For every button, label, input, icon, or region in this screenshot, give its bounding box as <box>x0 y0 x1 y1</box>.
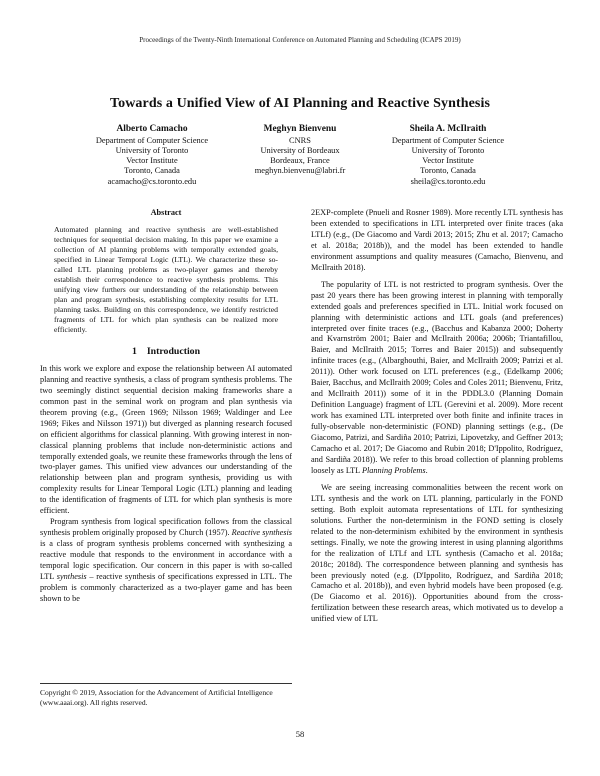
proceedings-header: Proceedings of the Twenty-Ninth International Conference on Automated Planning and Scheduling (ICAPS 2019) <box>139 36 461 44</box>
author-affiliation: Bordeaux, France <box>270 156 330 166</box>
section-title: Introduction <box>146 345 201 357</box>
author-affiliation: University of Bordeaux <box>260 145 340 155</box>
right-column <box>311 208 563 625</box>
paragraph: 2EXP-complete (Pnueli and Rosner 1989). More recently LTL synthesis has been extended to specifications in LTL interpreted over finite traces (aka LTLf) (e.g., (De Giacomo and Vardi 2013; 2015; Zhu et al. 2017; Camacho et al. 2018a; 2018b)), and the model has been extended to handle environment assumptions and quality measures (Camacho, Bienvenu, and McIlraith 2018). <box>311 208 563 272</box>
paragraph: We are seeing increasing commonalities between the recent work on LTL synthesis and the work on LTL planning, particularly in the FOND setting. Both exploit automata representations of LTL for synthesizing solutions. Further the non-determinism in the FOND setting is closely related to the non-determinism exhibited by the environment in synthesis settings. Finally, we note the growing interest in using planning algorithms for the realization of LTLf and LTL synthesis (Camacho et al. 2018a; 2018c; 2018d). The correspondence between planning and synthesis has been previously noted (e.g. (D'Ippolito, Rodríguez, and Sardiña 2018; Camacho et al. 2018b)), and even hybrid models have been proposed (e.g. (De Giacomo et al. 2016)). Opportunities abound from the cross-fertilization between these research areas, which motivated us to develop a unified view of LTL <box>311 482 563 624</box>
author-email: acamacho@cs.toronto.edu <box>107 176 197 186</box>
author-email: meghyn.bienvenu@labri.fr <box>254 166 346 176</box>
author-affiliation: University of Toronto <box>411 145 485 155</box>
author-3 <box>358 124 538 187</box>
paper-title: Towards a Unified View of AI Planning and Reactive Synthesis <box>109 96 491 111</box>
author-name: Meghyn Bienvenu <box>263 124 337 134</box>
left-column <box>40 208 292 605</box>
section-number: 1 <box>131 345 137 357</box>
author-email: sheila@cs.toronto.edu <box>410 176 486 186</box>
paragraph: Program synthesis from logical specification follows from the classical synthesis problem originally proposed by Church (1957). Reactive synthesis is a class of program synthesis problems concerned with synthesizing a reactive module that responds to the environment in accordance with a temporal logic specification. Our concern in this paper is with so-called LTL synthesis – reactive synthesis of specifications expressed in LTL. The problem is commonly characterized as a two-player game and has been shown to be <box>40 517 292 603</box>
author-affiliation: Department of Computer Science <box>391 135 505 145</box>
author-affiliation: CNRS <box>289 135 311 145</box>
copyright-footnote: Copyright © 2019, Association for the Advancement of Artificial Intelligence (www.aaai.org). All rights reserved. <box>40 683 292 707</box>
author-affiliation: University of Toronto <box>115 145 189 155</box>
author-affiliation: Vector Institute <box>126 156 178 166</box>
abstract-heading: Abstract <box>150 208 182 217</box>
paragraph: In this work we explore and expose the relationship between AI automated planning and reactive synthesis, a class of program synthesis problems. The two seemingly distinct sequential decision making frameworks share a common past in the seminal work on program and plan synthesis via theorem proving (e.g., (Green 1969; Nilsson 1969; Waldinger and Lee 1969; Fikes and Nilsson 1971)) but diverged as planning research focused on efficient algorithms for classical planning. With growing interest in non-classical planning problems that include non-deterministic actions and temporally extended goals, we reunite these frameworks through the lens of two-player games. This unified view advances our understanding of the relationship between plan and program synthesis, providing us with complexity results for Linear Temporal Logic (LTL) planning and leading to the identification of fragments of LTL for which plan synthesis is more efficient. <box>40 363 292 516</box>
page-number: 58 <box>295 729 305 739</box>
section-heading-introduction <box>40 347 292 358</box>
author-affiliation: Toronto, Canada <box>124 166 180 176</box>
author-block <box>0 124 600 194</box>
abstract-text: Automated planning and reactive synthesis are well-established techniques for sequential decision making. In this paper we examine a collection of AI planning problems with temporally extended goals, specified in Linear Temporal Logic (LTL). We characterize these so-called LTL planning problems as two-player games and thereby establish their correspondence to reactive synthesis problems. This unifying view furthers our understanding of the relationship between plan and program synthesis, establishing complexity results for LTL planning tasks. Building on this correspondence, we identify restricted fragments of LTL for which plan synthesis can be realized more efficiently. <box>54 224 278 334</box>
author-name: Sheila A. McIlraith <box>409 124 487 134</box>
author-affiliation: Department of Computer Science <box>95 135 209 145</box>
author-name: Alberto Camacho <box>116 124 188 134</box>
paragraph: The popularity of LTL is not restricted to program synthesis. Over the past 20 years there has been growing interest in planning with temporally extended goals and preferences specified in LTL. Initial work focused on planning with deterministic actions and LTL goals (and preferences) interpreted over finite traces (e.g., (Bacchus and Kabanza 2000; Doherty and Kvarnström 2001; Baier and McIlraith 2006a; 2006b; Triantafillou, Baier, and McIlraith 2015; Torres and Baier 2015)) and subsequently infinite traces (e.g., (Albarghouthi, Baier, and McIlraith 2009; Patrizi et al. 2011)). Other work focused on LTL preferences (e.g., (Edelkamp 2006; Baier, Bacchus, and McIlraith 2009; Coles and Coles 2011; Bienvenu, Fritz, and McIlraith 2011)) some of it in the PDDL3.0 (Planning Domain Definition Language) fragment of LTL (Gerevini et al. 2009). More recent work has examined LTL interpreted over both finite and infinite traces in fully-observable non-deterministic (FOND) planning settings (e.g., (De Giacomo, Patrizi, and Sardiña 2010; Patrizi, Lipovetzky, and Geffner 2013; Camacho et al. 2017; De Giacomo and Rubin 2018; D'Ippolito, Rodríguez, and Sardiña 2018)). We refer to this broad collection of planning problems loosely as LTL Planning Problems. <box>311 279 563 475</box>
author-affiliation: Vector Institute <box>422 156 474 166</box>
author-affiliation: Toronto, Canada <box>420 166 476 176</box>
